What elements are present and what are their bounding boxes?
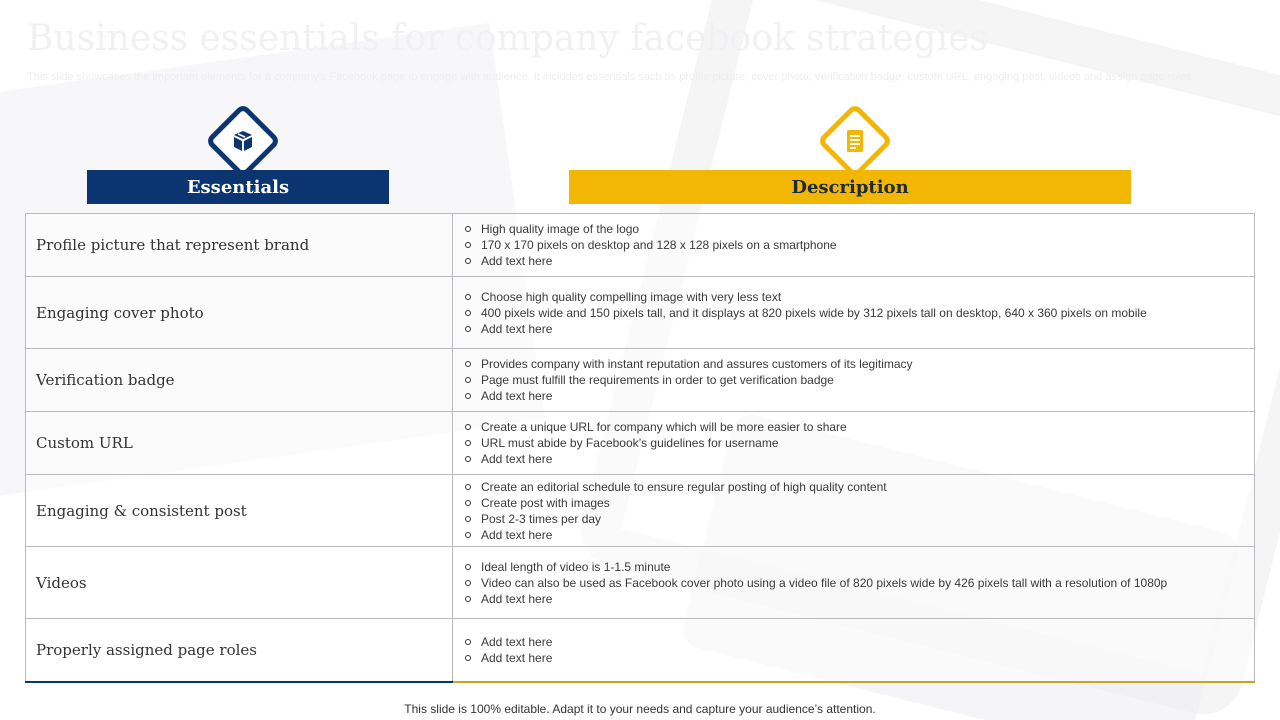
essential-cell: Verification badge xyxy=(26,349,453,412)
bullet-item: Video can also be used as Facebook cover photo using a video file of 820 pixels wide by 426 pixels tall with a resolution of 1080p xyxy=(463,575,1244,591)
table-row xyxy=(26,475,1255,547)
description-cell xyxy=(453,349,1255,412)
description-cell xyxy=(453,475,1255,547)
essentials-table xyxy=(25,213,1255,683)
description-icon-frame xyxy=(817,103,893,179)
bullet-item: 170 x 170 pixels on desktop and 128 x 128 pixels on a smartphone xyxy=(463,237,1244,253)
bullet-item: Add text here xyxy=(463,650,1244,666)
bullet-list xyxy=(463,356,1244,404)
bullet-item: 400 pixels wide and 150 pixels tall, and it displays at 820 pixels wide by 312 pixels tall on desktop, 640 x 360 pixels on mobile xyxy=(463,305,1244,321)
bullet-list xyxy=(463,289,1244,337)
bullet-item: Page must fulfill the requirements in order to get verification badge xyxy=(463,372,1244,388)
bullet-list xyxy=(463,221,1244,269)
bullet-list xyxy=(463,559,1244,607)
bullet-item: Create post with images xyxy=(463,495,1244,511)
bullet-list xyxy=(463,419,1244,467)
description-header: Description xyxy=(569,170,1131,204)
essential-cell: Engaging & consistent post xyxy=(26,475,453,547)
essentials-header: Essentials xyxy=(87,170,389,204)
essential-cell: Custom URL xyxy=(26,412,453,475)
bullet-item: Choose high quality compelling image with very less text xyxy=(463,289,1244,305)
essentials-icon-frame xyxy=(205,103,281,179)
description-cell xyxy=(453,277,1255,349)
table-row xyxy=(26,214,1255,277)
description-cell xyxy=(453,547,1255,619)
bullet-item: Add text here xyxy=(463,321,1244,337)
table-row xyxy=(26,412,1255,475)
table-row xyxy=(26,349,1255,412)
document-icon xyxy=(842,128,868,154)
essential-cell: Properly assigned page roles xyxy=(26,619,453,682)
bullet-item: Ideal length of video is 1-1.5 minute xyxy=(463,559,1244,575)
description-cell xyxy=(453,412,1255,475)
bullet-item: Create an editorial schedule to ensure regular posting of high quality content xyxy=(463,479,1244,495)
bullet-list xyxy=(463,479,1244,543)
description-cell xyxy=(453,619,1255,682)
bullet-item: Add text here xyxy=(463,388,1244,404)
essential-cell: Profile picture that represent brand xyxy=(26,214,453,277)
essential-cell: Engaging cover photo xyxy=(26,277,453,349)
slide-subtitle: This slide showcases the important elements for a company’s Facebook page to engage with audience. It includes essentials such as profile picture, cover photo, verification badge, custom URL, engaging post, videos and assign page roles. xyxy=(27,71,1195,83)
open-box-icon xyxy=(230,128,256,154)
footer-note: This slide is 100% editable. Adapt it to your needs and capture your audience’s attention. xyxy=(404,702,876,716)
description-cell xyxy=(453,214,1255,277)
bullet-item: Add text here xyxy=(463,527,1244,543)
bullet-item: Provides company with instant reputation and assures customers of its legitimacy xyxy=(463,356,1244,372)
essential-cell: Videos xyxy=(26,547,453,619)
bullet-item: Add text here xyxy=(463,591,1244,607)
slide-title: Business essentials for company facebook strategies xyxy=(27,18,988,59)
bullet-item: Create a unique URL for company which will be more easier to share xyxy=(463,419,1244,435)
bullet-item: Post 2-3 times per day xyxy=(463,511,1244,527)
table-row xyxy=(26,277,1255,349)
bullet-item: Add text here xyxy=(463,451,1244,467)
table-row xyxy=(26,547,1255,619)
bullet-item: URL must abide by Facebook’s guidelines for username xyxy=(463,435,1244,451)
bullet-list xyxy=(463,634,1244,666)
bullet-item: Add text here xyxy=(463,253,1244,269)
bullet-item: High quality image of the logo xyxy=(463,221,1244,237)
table-row xyxy=(26,619,1255,682)
bullet-item: Add text here xyxy=(463,634,1244,650)
